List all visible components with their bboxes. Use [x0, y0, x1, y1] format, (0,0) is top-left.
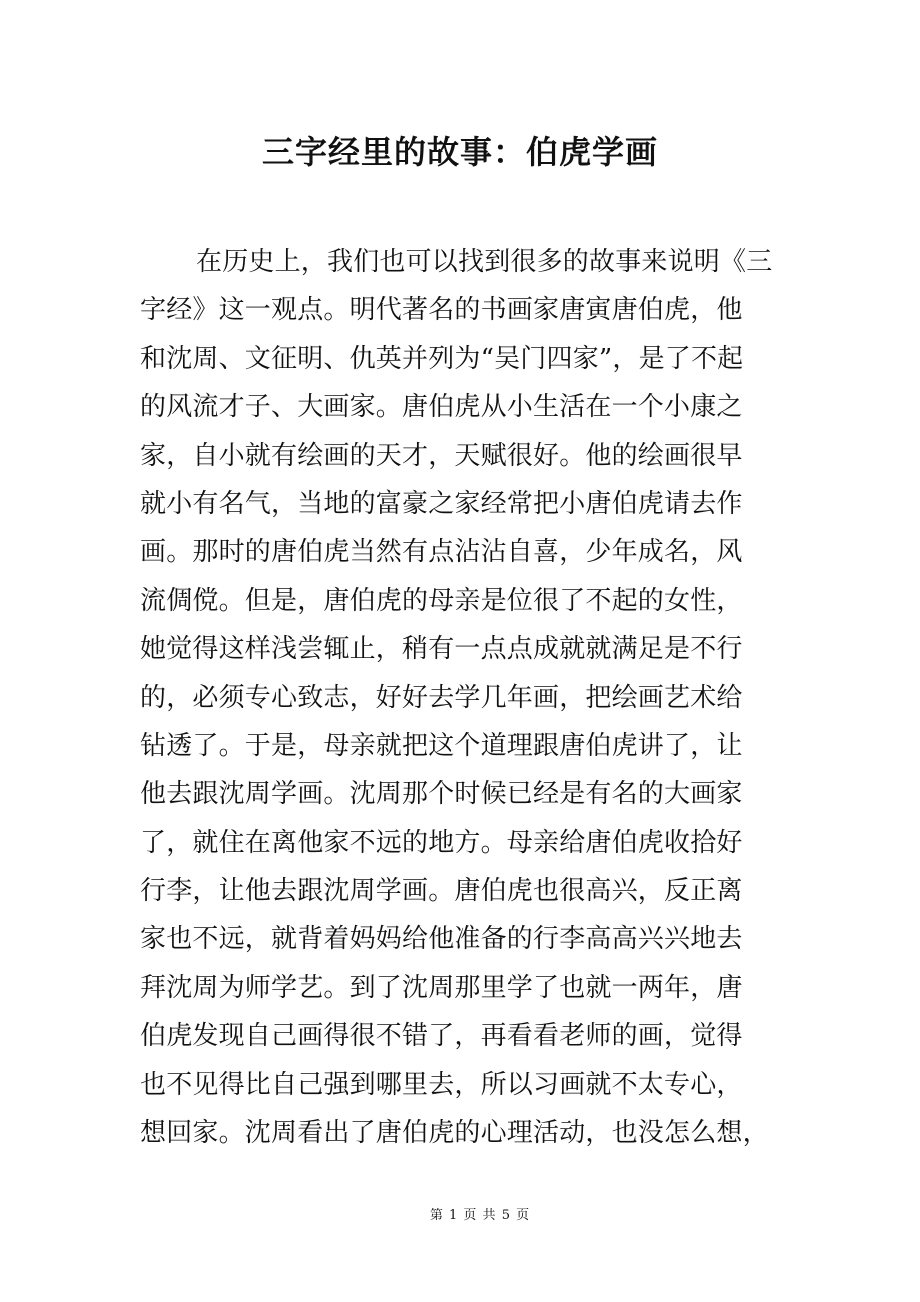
text-line: 在历史上，我们也可以找到很多的故事来说明《三: [196, 247, 773, 277]
text-line: 字经》这一观点。明代著名的书画家唐寅唐伯虎，他: [140, 295, 743, 326]
text-line: 他去跟沈周学画。沈周那个时候已经是有名的大画家: [140, 779, 743, 810]
text-line: 了，就住在离他家不远的地方。母亲给唐伯虎收拾好: [140, 827, 743, 858]
text-line: 行李，让他去跟沈周学画。唐伯虎也很高兴，反正离: [140, 876, 743, 907]
text-line: 拜沈周为师学艺。到了沈周那里学了也就一两年，唐: [140, 972, 743, 1003]
text-line: 的风流才子、大画家。唐伯虎从小生活在一个小康之: [140, 392, 743, 423]
text-line: 想回家。沈周看出了唐伯虎的心理活动，也没怎么想，: [140, 1118, 769, 1149]
text-line: 家也不远，就背着妈妈给他准备的行李高高兴兴地去: [140, 924, 743, 955]
text-line: 她觉得这样浅尝辄止，稍有一点点成就就满足是不行: [140, 634, 743, 665]
text-line: 也不见得比自己强到哪里去，所以习画就不太专心，: [140, 1069, 743, 1100]
text-line: 就小有名气，当地的富豪之家经常把小唐伯虎请去作: [140, 488, 743, 519]
text-line: 画。那时的唐伯虎当然有点沾沾自喜，少年成名，风: [140, 537, 743, 568]
text-line: 流倜傥。但是，唐伯虎的母亲是位很了不起的女性，: [140, 585, 743, 616]
text-line: 伯虎发现自己画得很不错了，再看看老师的画，觉得: [140, 1021, 743, 1052]
page-number-footer: 第 1 页 共 5 页: [429, 1208, 531, 1223]
text-line: 的，必须专心致志，好好去学几年画，把绘画艺术给: [140, 682, 743, 713]
document-title: 三字经里的故事：伯虎学画: [261, 133, 658, 171]
text-line: 家，自小就有绘画的天才，天赋很好。他的绘画很早: [140, 440, 743, 471]
body-paragraph: [140, 238, 780, 1157]
text-line: 和沈周、文征明、仇英并列为“吴门四家”，是了不起: [140, 343, 744, 374]
text-line: 钻透了。于是，母亲就把这个道理跟唐伯虎讲了，让: [140, 730, 743, 761]
